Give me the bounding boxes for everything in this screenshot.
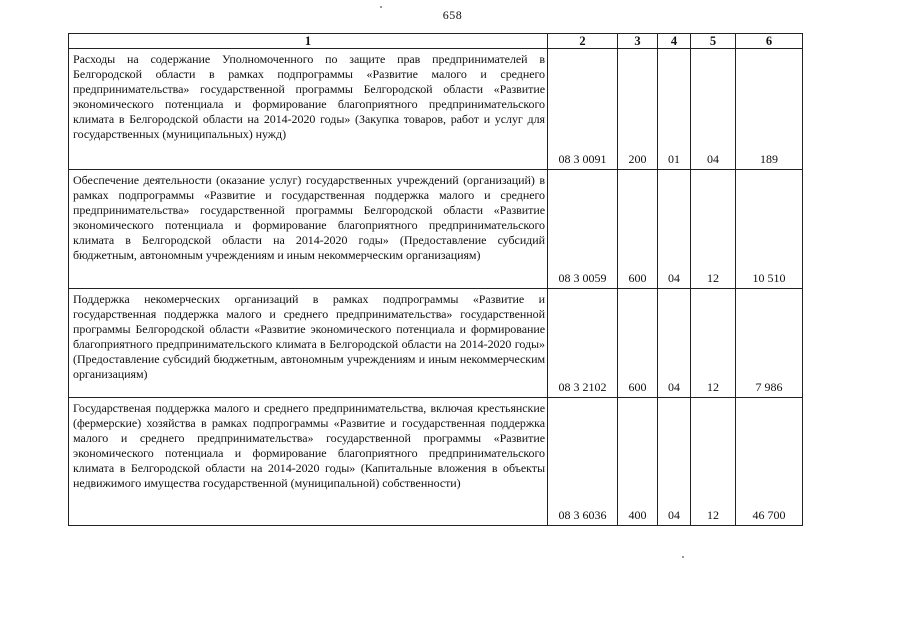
- header-cell-1: 1: [69, 34, 548, 49]
- budget-table: [68, 33, 803, 526]
- page-number: 658: [442, 8, 463, 22]
- table-row: [69, 289, 803, 398]
- row-expense-type: 600: [618, 289, 658, 398]
- header-cell-3: 3: [618, 34, 658, 49]
- row-target-code: 08 3 6036: [548, 398, 618, 526]
- row-target-code: 08 3 2102: [548, 289, 618, 398]
- header-cell-6: 6: [736, 34, 803, 49]
- row-section: 01: [658, 49, 691, 170]
- table-row: [69, 170, 803, 289]
- row-amount: 189: [736, 49, 803, 170]
- row-expense-type: 200: [618, 49, 658, 170]
- row-subsection: 12: [691, 170, 736, 289]
- table-row: [69, 398, 803, 526]
- row-amount: 10 510: [736, 170, 803, 289]
- table-row: [69, 49, 803, 170]
- scan-speck: [380, 6, 382, 8]
- table-header-row: [69, 34, 803, 49]
- row-amount: 7 986: [736, 289, 803, 398]
- row-section: 04: [658, 170, 691, 289]
- row-description: Обеспечение деятельности (оказание услуг) государственных учреждений (организаций) в рамках подпрограммы «Развитие и государственная поддержка малого и среднего предпринимательства» государственной программы Белгородской области «Развитие экономического потенциала и формирование благоприятного предпринимательского климата в Белгородской области на 2014-2020 годы» (Предоставление субсидий бюджетным, автономным учреждениям и иным некоммерческим организациям): [69, 170, 548, 289]
- row-expense-type: 400: [618, 398, 658, 526]
- row-subsection: 12: [691, 398, 736, 526]
- row-target-code: 08 3 0059: [548, 170, 618, 289]
- row-description: Поддержка некомерческих организаций в рамках подпрограммы «Развитие и государственная поддержка малого и среднего предпринимательства» государственной программы Белгородской области «Развитие экономического потенциала и формирование благоприятного предпринимательского климата в Белгородской области на 2014-2020 годы» (Предоставление субсидий бюджетным, автономным учреждениям и иным некоммерческим организациям): [69, 289, 548, 398]
- row-section: 04: [658, 398, 691, 526]
- row-subsection: 12: [691, 289, 736, 398]
- header-cell-2: 2: [548, 34, 618, 49]
- row-subsection: 04: [691, 49, 736, 170]
- header-cell-5: 5: [691, 34, 736, 49]
- row-description: Государственая поддержка малого и среднего предпринимательства, включая крестьянские (фермерские) хозяйства в рамках подпрограммы «Развитие и государственная поддержка малого и среднего предпринимательства» государственной программы «Развитие экономического потенциала и формирование благоприятного предпринимательского климата в Белгородской области на 2014-2020 годы» (Капитальные вложения в объекты недвижимого имущества государственной (муниципальной) собственности): [69, 398, 548, 526]
- header-cell-4: 4: [658, 34, 691, 49]
- row-description: Расходы на содержание Уполномоченного по защите прав предпринимателей в Белгородской области в рамках подпрограммы «Развитие малого и среднего предпринимательства» государственной программы Белгородской области «Развитие экономического потенциала и формирование благоприятного предпринимательского климата в Белгородской области на 2014-2020 годы» (Закупка товаров, работ и услуг для государственных (муниципальных) нужд): [69, 49, 548, 170]
- scan-speck: [682, 556, 684, 558]
- row-amount: 46 700: [736, 398, 803, 526]
- row-target-code: 08 3 0091: [548, 49, 618, 170]
- row-section: 04: [658, 289, 691, 398]
- row-expense-type: 600: [618, 170, 658, 289]
